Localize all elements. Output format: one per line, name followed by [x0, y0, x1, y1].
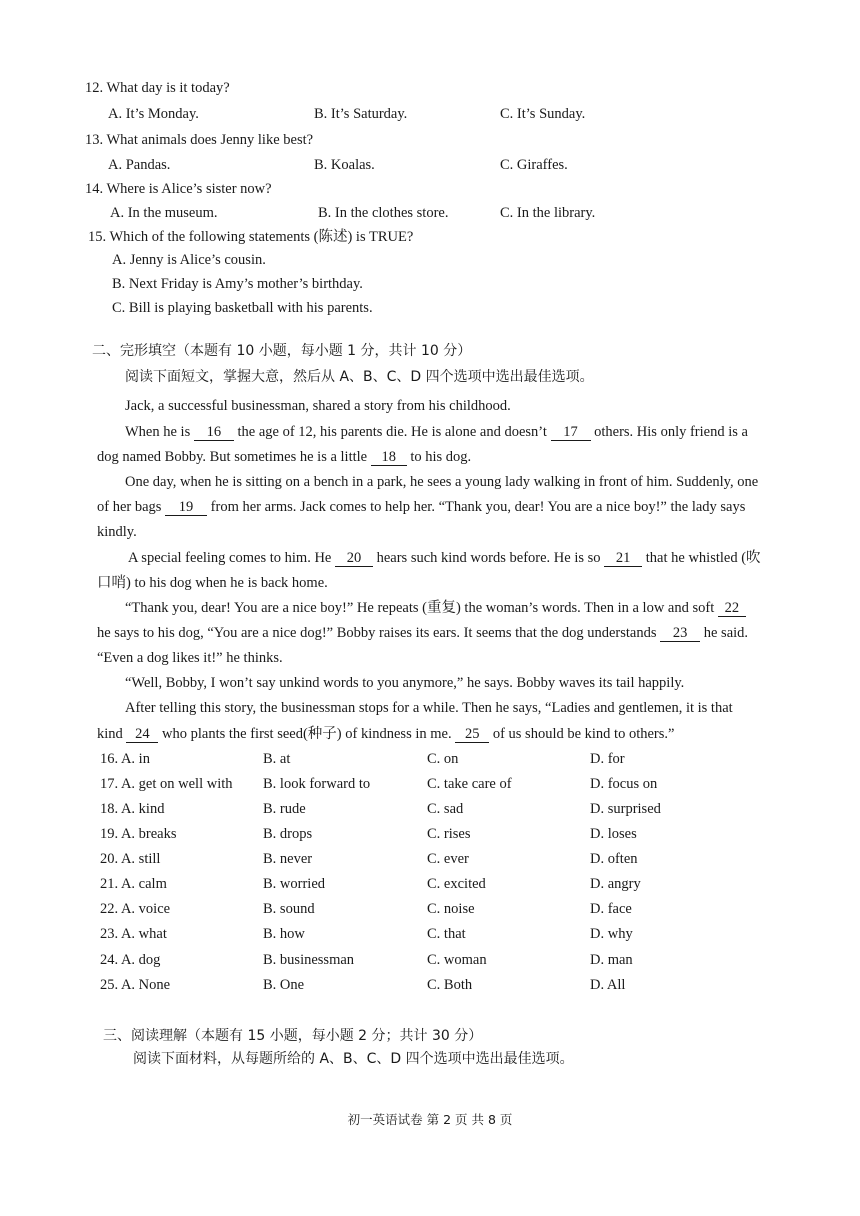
option-a: 24. A. dog [100, 952, 161, 968]
option-d: D. All [590, 977, 626, 993]
option-a: 18. A. kind [100, 801, 165, 817]
option-a: 19. A. breaks [100, 826, 177, 842]
passage-line: After telling this story, the businessman stops for a while. Then he says, “Ladies and gentlemen, it is that [125, 700, 733, 716]
option-d: D. face [590, 901, 632, 917]
cloze-option-row [100, 800, 790, 818]
question-12-option-a: A. It’s Monday. [108, 106, 199, 122]
passage-line: “Well, Bobby, I won’t say unkind words to you anymore,” he says. Bobby waves its tail happily. [125, 675, 685, 691]
option-c: C. Both [427, 977, 473, 993]
passage-line: kind 24 who plants the first seed(种子) of kindness in me. 25 of us should be kind to others.” [97, 726, 675, 742]
option-b: B. worried [263, 876, 326, 892]
option-c: C. ever [427, 851, 469, 867]
option-b: B. how [263, 926, 305, 942]
option-d: D. why [590, 926, 633, 942]
option-d: D. for [590, 751, 625, 767]
cloze-option-row [100, 750, 790, 768]
blank-23: 23 [660, 626, 700, 642]
option-d: D. focus on [590, 776, 658, 792]
question-14-option-c: C. In the library. [500, 205, 596, 221]
option-b: B. rude [263, 801, 306, 817]
option-d: D. man [590, 952, 633, 968]
option-c: C. woman [427, 952, 487, 968]
question-15-option-c: C. Bill is playing basketball with his parents. [112, 300, 373, 316]
blank-25: 25 [455, 727, 489, 743]
option-b: B. look forward to [263, 776, 371, 792]
blank-17: 17 [551, 425, 591, 441]
passage-line: “Even a dog likes it!” he thinks. [97, 650, 283, 666]
question-14-stem: 14. Where is Alice’s sister now? [85, 181, 272, 197]
question-12-option-c: C. It’s Sunday. [500, 106, 586, 122]
option-a: 17. A. get on well with [100, 776, 233, 792]
reading-heading: 三、阅读理解（本题有 15 小题，每小题 2 分；共计 30 分） [103, 1028, 483, 1044]
option-d: D. angry [590, 876, 641, 892]
passage-line: A special feeling comes to him. He 20 hears such kind words before. He is so 21 that he whistled (吹 [128, 550, 761, 566]
question-14-option-b: B. In the clothes store. [318, 205, 449, 221]
blank-22: 22 [718, 601, 746, 617]
cloze-option-row [100, 850, 790, 868]
option-b: B. businessman [263, 952, 355, 968]
cloze-option-row [100, 825, 790, 843]
cloze-heading: 二、完形填空（本题有 10 小题，每小题 1 分，共计 10 分） [92, 343, 472, 359]
page-footer: 初一英语试卷 第 2 页 共 8 页 [347, 1112, 513, 1127]
option-a: 20. A. still [100, 851, 161, 867]
cloze-option-row [100, 951, 790, 969]
blank-18: 18 [371, 450, 407, 466]
passage-line: 口哨) to his dog when he is back home. [97, 575, 328, 591]
option-b: B. sound [263, 901, 315, 917]
option-d: D. often [590, 851, 638, 867]
question-15-option-a: A. Jenny is Alice’s cousin. [112, 252, 266, 268]
passage-line: he says to his dog, “You are a nice dog!” Bobby raises its ears. It seems that the dog understands 23 he said. [97, 625, 749, 641]
option-c: C. that [427, 926, 466, 942]
option-c: C. rises [427, 826, 471, 842]
passage-line: One day, when he is sitting on a bench in a park, he sees a young lady walking in front of him. Suddenly, one [125, 474, 759, 490]
question-13-option-b: B. Koalas. [314, 157, 375, 173]
option-a: 25. A. None [100, 977, 171, 993]
option-b: B. never [263, 851, 313, 867]
option-b: B. One [263, 977, 305, 993]
blank-19: 19 [165, 500, 207, 516]
option-c: C. noise [427, 901, 475, 917]
passage-line: of her bags 19 from her arms. Jack comes to help her. “Thank you, dear! You are a nice boy!” the lady says [97, 499, 746, 515]
cloze-option-row [100, 775, 790, 793]
option-b: B. at [263, 751, 291, 767]
question-13-option-c: C. Giraffes. [500, 157, 568, 173]
passage-line: dog named Bobby. But sometimes he is a little 18 to his dog. [97, 449, 472, 465]
reading-instruction: 阅读下面材料，从每题所给的 A、B、C、D 四个选项中选出最佳选项。 [133, 1051, 574, 1067]
blank-21: 21 [604, 551, 642, 567]
blank-16: 16 [194, 425, 234, 441]
question-14-option-a: A. In the museum. [110, 205, 218, 221]
question-13-option-a: A. Pandas. [108, 157, 171, 173]
option-a: 21. A. calm [100, 876, 167, 892]
option-d: D. surprised [590, 801, 661, 817]
blank-20: 20 [335, 551, 373, 567]
option-d: D. loses [590, 826, 637, 842]
question-15-stem: 15. Which of the following statements (陈述) is TRUE? [88, 229, 414, 245]
cloze-option-row [100, 925, 790, 943]
option-c: C. sad [427, 801, 464, 817]
cloze-option-row [100, 976, 790, 994]
option-c: C. on [427, 751, 459, 767]
cloze-instruction: 阅读下面短文，掌握大意，然后从 A、B、C、D 四个选项中选出最佳选项。 [125, 369, 594, 385]
option-a: 16. A. in [100, 751, 150, 767]
blank-24: 24 [126, 727, 158, 743]
option-c: C. excited [427, 876, 486, 892]
option-b: B. drops [263, 826, 313, 842]
option-a: 23. A. what [100, 926, 167, 942]
passage-line: “Thank you, dear! You are a nice boy!” He repeats (重复) the woman’s words. Then in a low and soft 22 [125, 599, 746, 617]
passage-line: When he is 16 the age of 12, his parents die. He is alone and doesn’t 17 others. His only friend is a [125, 424, 748, 440]
passage-line: kindly. [97, 524, 137, 540]
option-a: 22. A. voice [100, 901, 171, 917]
question-12-option-b: B. It’s Saturday. [314, 106, 408, 122]
question-13-stem: 13. What animals does Jenny like best? [85, 132, 314, 148]
cloze-option-row [100, 900, 790, 918]
passage-paragraph-1: Jack, a successful businessman, shared a story from his childhood. [125, 398, 511, 414]
question-12-stem: 12. What day is it today? [85, 80, 230, 96]
option-c: C. take care of [427, 776, 512, 792]
cloze-option-row [100, 875, 790, 893]
question-15-option-b: B. Next Friday is Amy’s mother’s birthday. [112, 276, 363, 292]
